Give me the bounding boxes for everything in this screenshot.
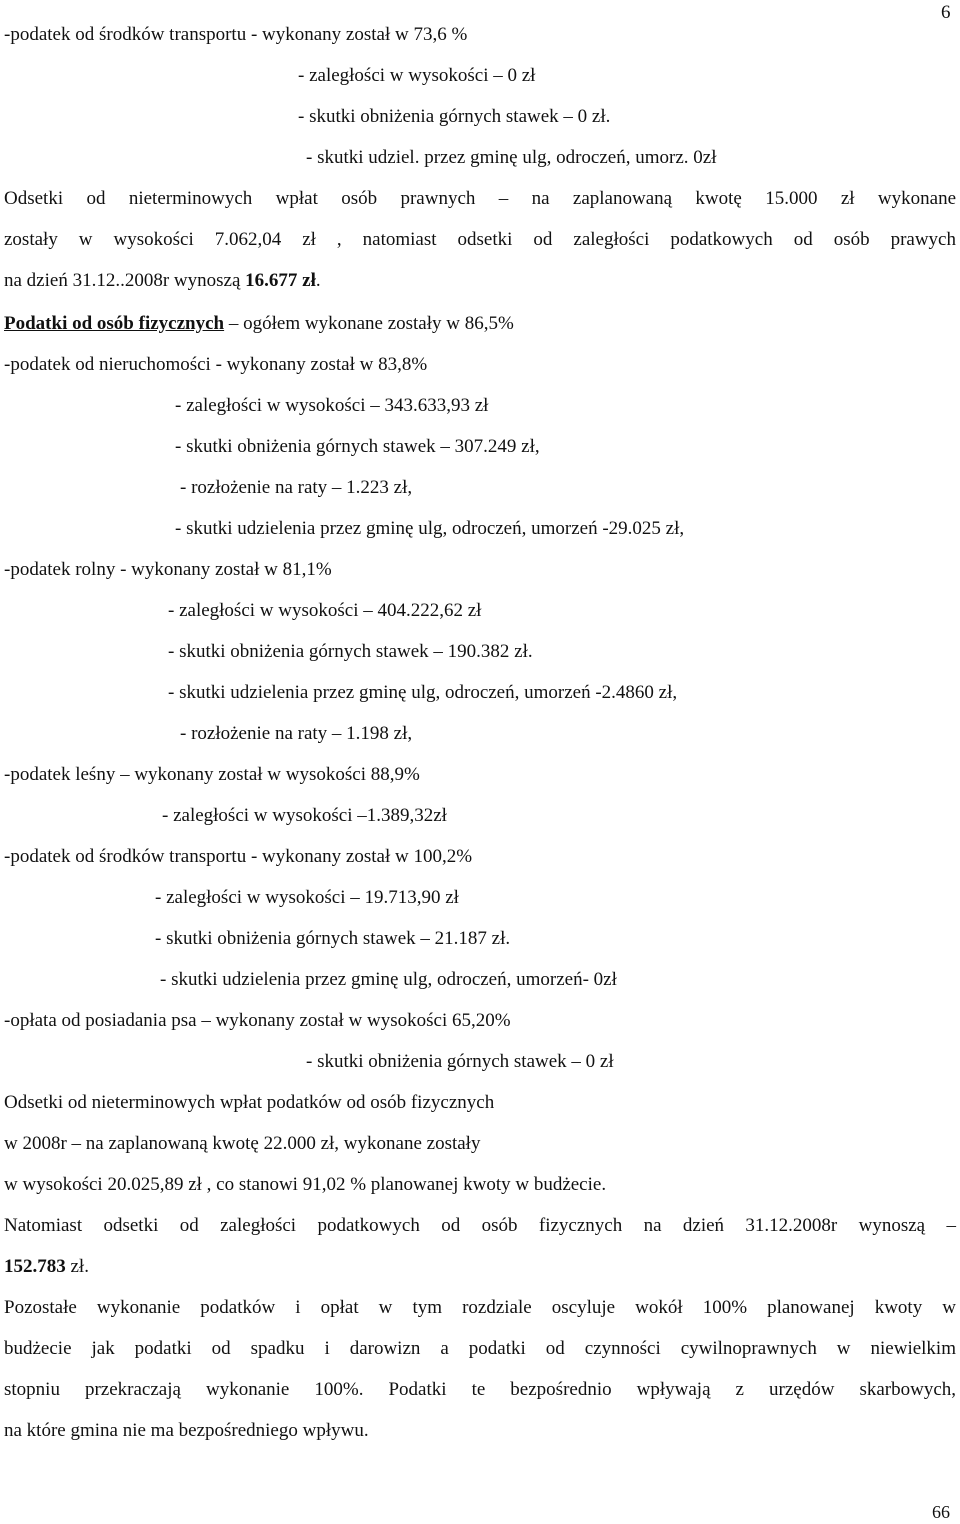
- page-number-top: 6: [941, 2, 951, 23]
- interest-legal-line3: [4, 270, 321, 292]
- forest-tax-arrears: - zaległości w wysokości –1.389,32zł: [162, 805, 447, 826]
- agricultural-tax-rate-reduction: - skutki obniżenia górnych stawek – 190.382 zł.: [168, 641, 533, 662]
- summary-line3: stopniu przekraczają wykonanie 100%. Podatki te bezpośrednio wpływają z urzędów skarbowych,: [4, 1379, 956, 1400]
- agricultural-tax-reliefs: - skutki udzielenia przez gminę ulg, odroczeń, umorzeń -2.4860 zł,: [168, 682, 678, 703]
- interest-individuals-line3: w wysokości 20.025,89 zł , co stanowi 91,02 % planowanej kwoty w budżecie.: [4, 1174, 607, 1195]
- property-tax-reliefs: - skutki udzielenia przez gminę ulg, odroczeń, umorzeń -29.025 zł,: [175, 518, 685, 539]
- transport-individuals-arrears: - zaległości w wysokości – 19.713,90 zł: [155, 887, 459, 908]
- interest-individuals-line2: w 2008r – na zaplanowaną kwotę 22.000 zł, wykonane zostały: [4, 1133, 481, 1154]
- transport-legal-reliefs: - skutki udziel. przez gminę ulg, odroczeń, umorz. 0zł: [306, 147, 717, 168]
- individuals-heading: Podatki od osób fizycznych: [4, 313, 225, 334]
- agricultural-tax-arrears: - zaległości w wysokości – 404.222,62 zł: [168, 600, 482, 621]
- transport-individuals-main: -podatek od środków transportu - wykonany został w 100,2%: [4, 846, 473, 867]
- dog-fee-rate-reduction: - skutki obniżenia górnych stawek – 0 zł: [306, 1051, 614, 1072]
- page-number-bottom: 66: [932, 1502, 950, 1522]
- property-tax-rate-reduction: - skutki obniżenia górnych stawek – 307.249 zł,: [175, 436, 540, 457]
- interest-legal-line3-suffix: .: [315, 270, 321, 291]
- agricultural-tax-installments: - rozłożenie na raty – 1.198 zł,: [180, 723, 413, 744]
- individuals-heading-line: [4, 313, 514, 335]
- transport-legal-rate-reduction: - skutki obniżenia górnych stawek – 0 zł.: [298, 106, 611, 127]
- interest-legal-line3-prefix: na dzień 31.12..2008r wynoszą: [4, 270, 246, 291]
- interest-individuals-suffix: zł.: [65, 1256, 89, 1277]
- individuals-heading-rest: – ogółem wykonane zostały w 86,5%: [224, 313, 514, 334]
- agricultural-tax-main: -podatek rolny - wykonany został w 81,1%: [4, 559, 332, 580]
- interest-legal-amount: 16.677 zł: [245, 270, 316, 291]
- property-tax-main: -podatek od nieruchomości - wykonany został w 83,8%: [4, 354, 428, 375]
- interest-legal-line1: Odsetki od nieterminowych wpłat osób prawnych – na zaplanowaną kwotę 15.000 zł wykonane: [4, 188, 956, 209]
- interest-individuals-line1: Odsetki od nieterminowych wpłat podatków od osób fizycznych: [4, 1092, 495, 1113]
- transport-legal-arrears: - zaległości w wysokości – 0 zł: [298, 65, 536, 86]
- interest-individuals-line5: [4, 1256, 89, 1278]
- forest-tax-main: -podatek leśny – wykonany został w wysokości 88,9%: [4, 764, 420, 785]
- summary-line4: na które gmina nie ma bezpośredniego wpływu.: [4, 1420, 369, 1441]
- property-tax-arrears: - zaległości w wysokości – 343.633,93 zł: [175, 395, 489, 416]
- summary-line2: budżecie jak podatki od spadku i darowizn a podatki od czynności cywilnoprawnych w niewielkim: [4, 1338, 956, 1359]
- dog-fee-main: -opłata od posiadania psa – wykonany został w wysokości 65,20%: [4, 1010, 511, 1031]
- interest-individuals-amount: 152.783: [4, 1256, 66, 1277]
- property-tax-installments: - rozłożenie na raty – 1.223 zł,: [180, 477, 413, 498]
- transport-individuals-rate-reduction: - skutki obniżenia górnych stawek – 21.187 zł.: [155, 928, 511, 949]
- transport-individuals-reliefs: - skutki udzielenia przez gminę ulg, odroczeń, umorzeń- 0zł: [160, 969, 617, 990]
- interest-individuals-line4: Natomiast odsetki od zaległości podatkowych od osób fizycznych na dzień 31.12.2008r wynoszą –: [4, 1215, 956, 1236]
- transport-legal-main: -podatek od środków transportu - wykonany został w 73,6 %: [4, 24, 468, 45]
- interest-legal-line2: zostały w wysokości 7.062,04 zł , natomiast odsetki od zaległości podatkowych od osób prawych: [4, 229, 956, 250]
- summary-line1: Pozostałe wykonanie podatków i opłat w tym rozdziale oscyluje wokół 100% planowanej kwoty w: [4, 1297, 956, 1318]
